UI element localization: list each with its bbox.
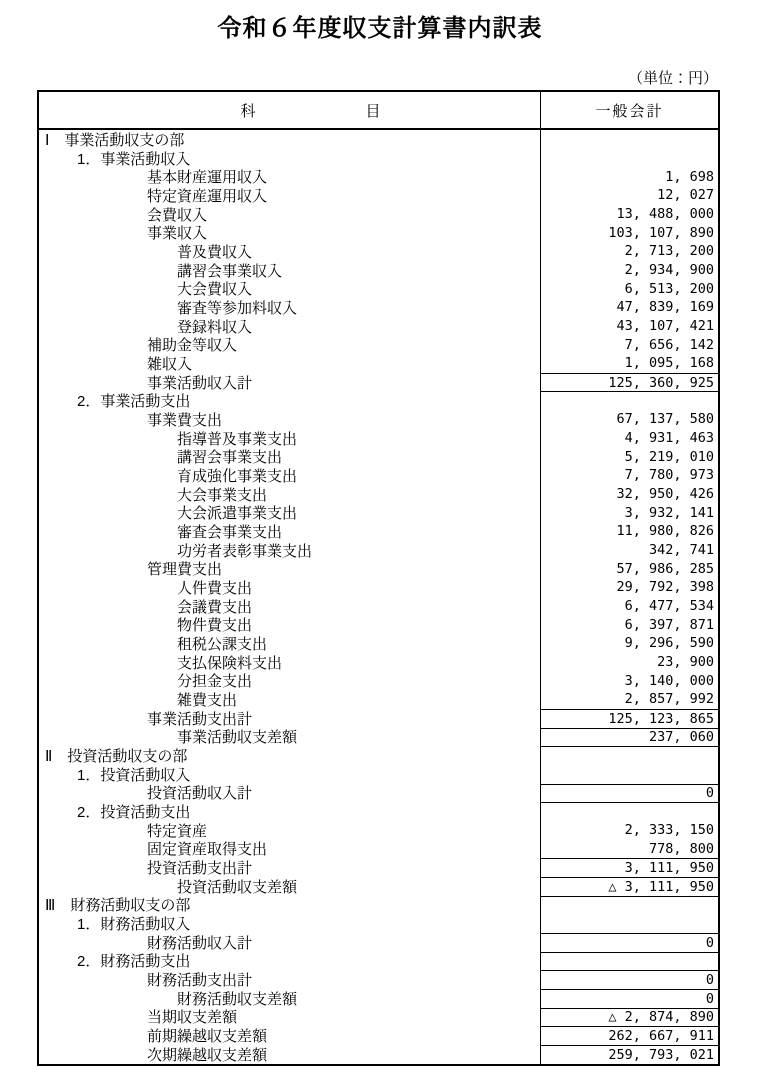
table-row (39, 877, 718, 896)
row-label: 租税公課支出 (177, 635, 268, 653)
unit-note: （単位：円） (627, 70, 718, 87)
row-label: Ⅱ 投資活動収支の部 (45, 748, 188, 765)
table-row (39, 335, 718, 354)
row-label: 指導普及事業支出 (177, 430, 298, 448)
row-value: 0 (540, 989, 718, 1008)
row-value: 0 (540, 784, 718, 803)
table-row (39, 130, 718, 149)
table-row (39, 765, 718, 784)
row-value: 57, 986, 285 (540, 559, 718, 578)
subject-column-header (60, 92, 561, 128)
row-label: 会議費支出 (177, 598, 253, 616)
table-row (39, 709, 718, 728)
table-row (39, 597, 718, 616)
row-value: 259, 793, 021 (540, 1045, 718, 1064)
row-value: 7, 656, 142 (540, 335, 718, 354)
table-row (39, 896, 718, 915)
row-label: 財務活動収入計 (147, 934, 253, 952)
row-label: 功労者表彰事業支出 (177, 542, 313, 560)
row-value (540, 149, 718, 168)
row-value: 237, 060 (540, 728, 718, 747)
page-title: 令和６年度収支計算書内訳表 (217, 15, 543, 42)
row-value: 12, 027 (540, 186, 718, 205)
row-label: 講習会事業支出 (177, 449, 283, 467)
table-row (39, 485, 718, 504)
row-label: 登録料収入 (177, 318, 253, 336)
row-label: 育成強化事業支出 (177, 467, 298, 485)
row-label: 2．投資活動支出 (77, 804, 191, 821)
row-label: 財務活動収支差額 (177, 990, 298, 1008)
row-label: 次期繰越収支差額 (147, 1046, 268, 1064)
table-row (39, 410, 718, 429)
table-row (39, 970, 718, 989)
row-value (540, 746, 718, 765)
row-value: 4, 931, 463 (540, 429, 718, 448)
table-row (39, 802, 718, 821)
row-value: 7, 780, 973 (540, 466, 718, 485)
table-row (39, 559, 718, 578)
table-row (39, 952, 718, 971)
row-label: Ⅲ 財務活動収支の部 (45, 897, 191, 915)
table-row (39, 391, 718, 410)
row-label: 財務活動支出計 (147, 972, 253, 989)
subject-header-right: 目 (365, 102, 381, 120)
row-label: Ⅰ 事業活動収支の部 (45, 131, 185, 149)
table-row (39, 522, 718, 541)
row-label: 事業活動収入計 (147, 374, 253, 392)
subject-header-left: 科 (240, 102, 256, 120)
row-label: 雑収入 (147, 355, 193, 373)
row-label: 2．財務活動支出 (77, 953, 191, 971)
table-row (39, 354, 718, 373)
table-row (39, 634, 718, 653)
row-label: 管理費支出 (147, 561, 223, 579)
table-row (39, 167, 718, 186)
row-label: 支払保険料支出 (177, 654, 283, 672)
row-value (540, 914, 718, 933)
row-value: 2, 713, 200 (540, 242, 718, 261)
row-value: 6, 513, 200 (540, 279, 718, 298)
table-row (39, 671, 718, 690)
table-row (39, 858, 718, 877)
row-label: 審査等参加料収入 (177, 299, 298, 317)
row-value: 262, 667, 911 (540, 1026, 718, 1045)
table-row (39, 373, 718, 392)
row-label: 大会派遣事業支出 (177, 505, 298, 523)
row-label: 事業活動支出計 (147, 710, 253, 728)
table-row (39, 578, 718, 597)
row-label: 大会費収入 (177, 281, 253, 299)
row-value: 778, 800 (540, 840, 718, 859)
row-value: 125, 360, 925 (540, 373, 718, 392)
row-label: 事業活動収支差額 (177, 729, 298, 747)
row-label: 前期繰越収支差額 (147, 1028, 268, 1045)
table-row (39, 821, 718, 840)
row-value: 2, 857, 992 (540, 690, 718, 709)
row-label: 事業費支出 (147, 411, 223, 429)
table-row (39, 279, 718, 298)
row-value: 0 (540, 933, 718, 952)
row-value (540, 896, 718, 915)
table-body (39, 130, 718, 1064)
row-value: 342, 741 (540, 541, 718, 560)
row-label: 講習会事業収入 (177, 262, 283, 280)
table-row (39, 1045, 718, 1064)
row-value: 11, 980, 826 (540, 522, 718, 541)
row-value: 0 (540, 970, 718, 989)
row-label: 当期収支差額 (147, 1009, 238, 1027)
row-value: 3, 932, 141 (540, 503, 718, 522)
table-row (39, 728, 718, 747)
row-value: 23, 900 (540, 653, 718, 672)
row-label: 固定資産取得支出 (147, 841, 268, 859)
row-value: 3, 111, 950 (540, 858, 718, 877)
row-label: 補助金等収入 (147, 337, 238, 355)
row-value (540, 802, 718, 821)
row-label: 1．事業活動収入 (77, 150, 191, 168)
row-label: 1．投資活動収入 (77, 766, 191, 784)
table-row (39, 840, 718, 859)
table-row (39, 690, 718, 709)
row-label: 特定資産 (147, 822, 208, 840)
row-value (540, 952, 718, 971)
row-value: 3, 140, 000 (540, 671, 718, 690)
table-row (39, 933, 718, 952)
table-row (39, 447, 718, 466)
row-label: 雑費支出 (177, 692, 238, 709)
row-label: 物件費支出 (177, 617, 253, 635)
row-label: 分担金支出 (177, 673, 253, 691)
account-column-header: 一般会計 (540, 92, 718, 128)
row-label: 特定資産運用収入 (147, 187, 268, 205)
statement-table (37, 90, 720, 1066)
row-value (540, 765, 718, 784)
row-value (540, 391, 718, 410)
table-row (39, 784, 718, 803)
row-value: 125, 123, 865 (540, 709, 718, 728)
row-label: 投資活動収支差額 (177, 878, 298, 896)
table-row (39, 1026, 718, 1045)
row-value: 13, 488, 000 (540, 205, 718, 224)
row-label: 1．財務活動収入 (77, 916, 191, 933)
table-row (39, 149, 718, 168)
table-row (39, 242, 718, 261)
row-label: 人件費支出 (177, 579, 253, 597)
table-row (39, 746, 718, 765)
row-value: 9, 296, 590 (540, 634, 718, 653)
table-row (39, 989, 718, 1008)
row-label: 2．事業活動支出 (77, 393, 191, 411)
row-value (540, 130, 718, 149)
table-row (39, 914, 718, 933)
row-value: △ 2, 874, 890 (540, 1008, 718, 1027)
table-row (39, 541, 718, 560)
table-row (39, 317, 718, 336)
row-value: 29, 792, 398 (540, 578, 718, 597)
table-row (39, 1008, 718, 1027)
row-label: 投資活動支出計 (147, 860, 253, 877)
row-value: 47, 839, 169 (540, 298, 718, 317)
row-label: 投資活動収入計 (147, 785, 253, 803)
row-label: 事業収入 (147, 225, 208, 243)
table-row (39, 653, 718, 672)
table-row (39, 429, 718, 448)
table-header (39, 92, 718, 130)
row-label: 大会事業支出 (177, 486, 268, 504)
table-row (39, 466, 718, 485)
table-row (39, 615, 718, 634)
row-value: 2, 333, 150 (540, 821, 718, 840)
row-value: 43, 107, 421 (540, 317, 718, 336)
row-label: 普及費収入 (177, 243, 253, 261)
row-value: 1, 698 (540, 167, 718, 186)
row-value: 2, 934, 900 (540, 261, 718, 280)
row-value: 67, 137, 580 (540, 410, 718, 429)
row-label: 基本財産運用収入 (147, 169, 268, 187)
table-row (39, 205, 718, 224)
row-value: 1, 095, 168 (540, 354, 718, 373)
table-row (39, 298, 718, 317)
table-row (39, 261, 718, 280)
row-value: 6, 397, 871 (540, 615, 718, 634)
row-value: 6, 477, 534 (540, 597, 718, 616)
row-value: 5, 219, 010 (540, 447, 718, 466)
table-row (39, 503, 718, 522)
row-label: 審査会事業支出 (177, 523, 283, 541)
row-label: 会費収入 (147, 206, 208, 224)
row-value: 103, 107, 890 (540, 223, 718, 242)
table-row (39, 223, 718, 242)
row-value: 32, 950, 426 (540, 485, 718, 504)
table-row (39, 186, 718, 205)
row-value: △ 3, 111, 950 (540, 877, 718, 896)
